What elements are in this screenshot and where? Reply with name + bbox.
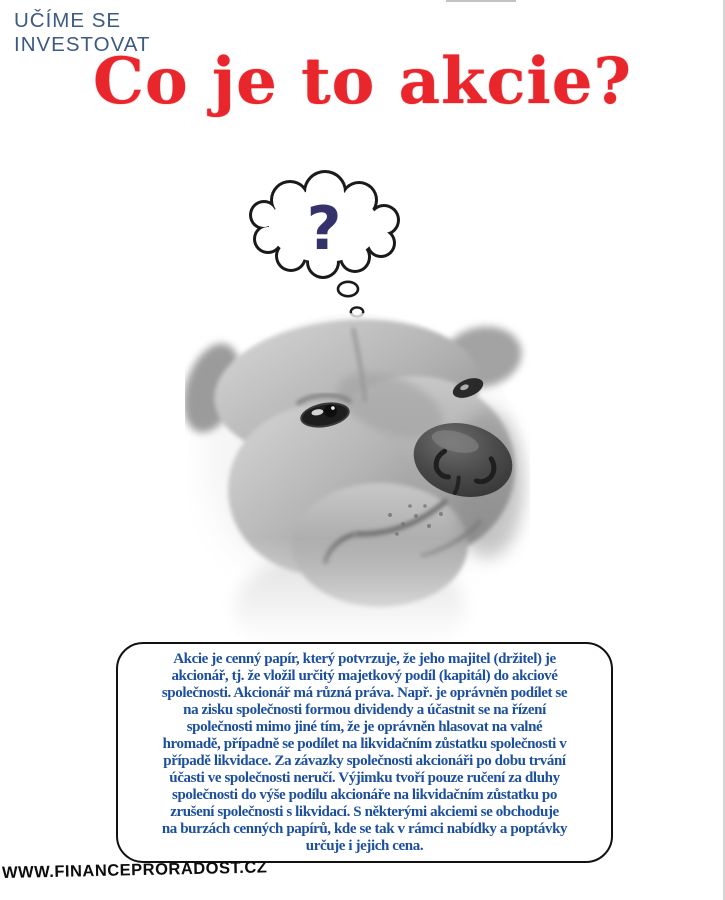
page-title: Co je to akcie? [93,44,632,119]
brand-logo: UČÍME SE INVESTOVAT [14,9,151,57]
info-box [116,642,613,863]
top-edge-artifact [446,0,516,2]
dog-photo [185,310,530,645]
trail-bubble-large [338,282,358,296]
thought-bubble-icon [243,170,413,325]
photo-bottom-fade [185,538,530,645]
question-mark: ? [306,194,342,264]
info-text: Akcie je cenný papír, který potvrzuje, že jeho majitel (držitel) je akcionář, tj. že vložil určitý majetkový podíl (kapitál) do akciové společnosti. Akcionář má různá práva. Např. je oprávněn podílet se na zisku společnosti formou dividendy a účastnit se na řízení společnosti mimo jiné tím, že je oprávněn hlasovat na valné hromadě, případně se podílet na likvidačním zůstatku společnosti v případě likvidace. Za závazky společnosti akcionáři po dobu trvání účasti ve společnosti neručí. Výjimku tvoří pouze ručení za dluhy společnosti do výše podílu akcionáře na likvidačním zůstatku po zrušení společnosti s likvidací. S některými akciemi se obchoduje na burzách cenných papírů, kde se tak v rámci nabídky a poptávky určuje i jejich cena. [161,650,568,854]
watermark: WWW.FINANCEPRORADOST.CZ [1,858,268,882]
